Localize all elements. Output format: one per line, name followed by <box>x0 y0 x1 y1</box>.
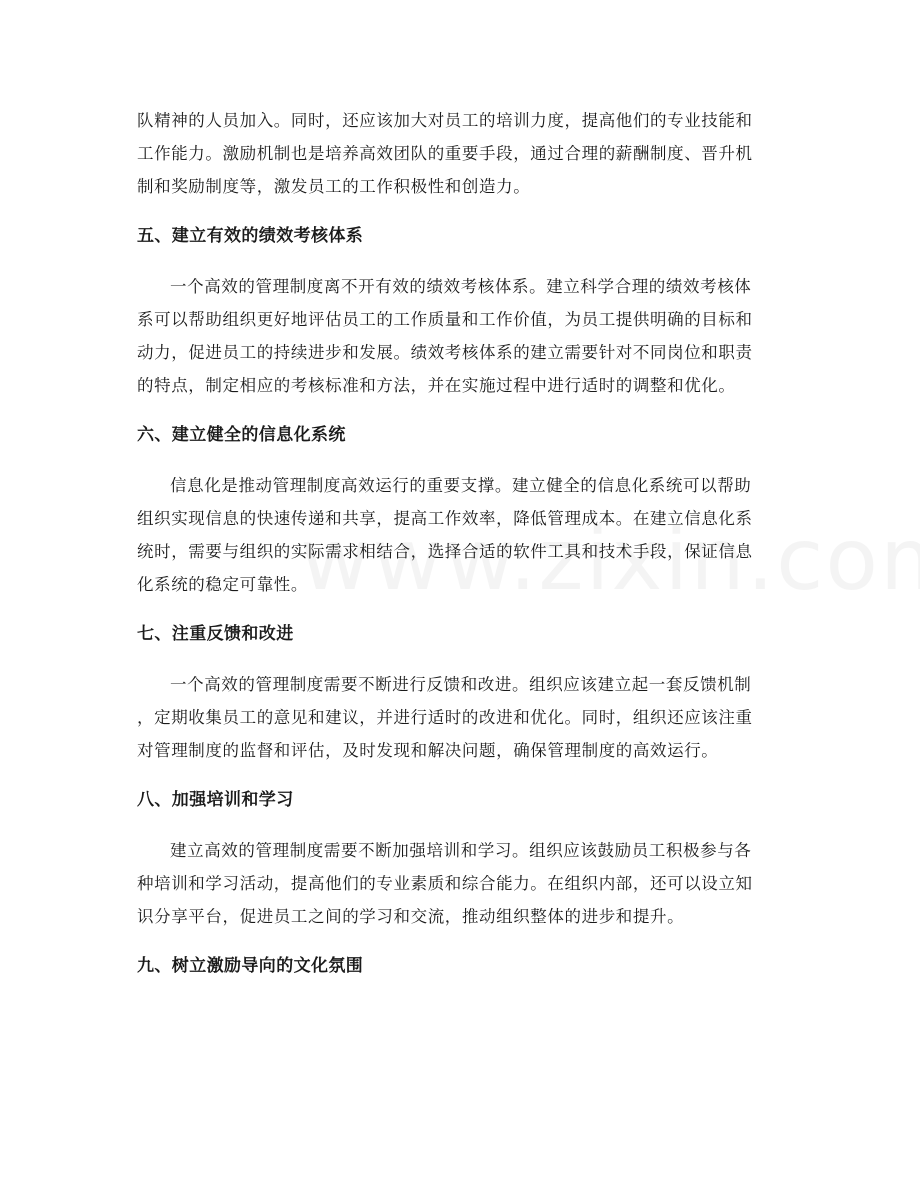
text-line: 的特点，制定相应的考核标准和方法，并在实施过程中进行适时的调整和优化。 <box>137 376 736 395</box>
paragraph-training <box>137 834 787 933</box>
text-line: 识分享平台，促进员工之间的学习和交流，推动组织整体的进步和提升。 <box>137 907 685 926</box>
section-heading-8: 八、加强培训和学习 <box>137 790 294 810</box>
document-page <box>137 104 787 1000</box>
text-line: 一个高效的管理制度离不开有效的绩效考核体系。建立科学合理的绩效考核体 <box>170 277 752 296</box>
text-line: 队精神的人员加入。同时，还应该加大对员工的培训力度，提高他们的专业技能和 <box>137 111 753 130</box>
text-line: 组织实现信息的快速传递和共享，提高工作效率，降低管理成本。在建立信息化系 <box>137 509 753 528</box>
text-line: 对管理制度的监督和评估，及时发现和解决问题，确保管理制度的高效运行。 <box>137 741 719 760</box>
text-line: ，定期收集员工的意见和建议，并进行适时的改进和优化。同时，组织还应该注重 <box>137 708 753 727</box>
text-line: 系可以帮助组织更好地评估员工的工作质量和工作价值，为员工提供明确的目标和 <box>137 310 753 329</box>
text-line: 统时，需要与组织的实际需求相结合，选择合适的软件工具和技术手段，保证信息 <box>137 542 753 561</box>
paragraph-informatization <box>137 469 787 601</box>
text-line: 工作能力。激励机制也是培养高效团队的重要手段，通过合理的薪酬制度、晋升机 <box>137 144 753 163</box>
section-heading-7: 七、注重反馈和改进 <box>137 624 294 644</box>
section-heading-5: 五、建立有效的绩效考核体系 <box>137 226 364 246</box>
text-line: 种培训和学习活动，提高他们的专业素质和综合能力。在组织内部，还可以设立知 <box>137 874 753 893</box>
paragraph-feedback <box>137 668 787 767</box>
paragraph-team <box>137 104 787 203</box>
text-line: 一个高效的管理制度需要不断进行反馈和改进。组织应该建立起一套反馈机制 <box>170 675 752 694</box>
section-heading-9: 九、树立激励导向的文化氛围 <box>137 956 364 976</box>
section-heading-6: 六、建立健全的信息化系统 <box>137 425 346 445</box>
text-line: 建立高效的管理制度需要不断加强培训和学习。组织应该鼓励员工积极参与各 <box>170 841 752 860</box>
text-line: 信息化是推动管理制度高效运行的重要支撑。建立健全的信息化系统可以帮助 <box>170 476 752 495</box>
text-line: 动力，促进员工的持续进步和发展。绩效考核体系的建立需要针对不同岗位和职责 <box>137 343 753 362</box>
paragraph-performance <box>137 270 787 402</box>
text-line: 制和奖励制度等，激发员工的工作积极性和创造力。 <box>137 177 531 196</box>
text-line: 化系统的稳定可靠性。 <box>137 575 308 594</box>
